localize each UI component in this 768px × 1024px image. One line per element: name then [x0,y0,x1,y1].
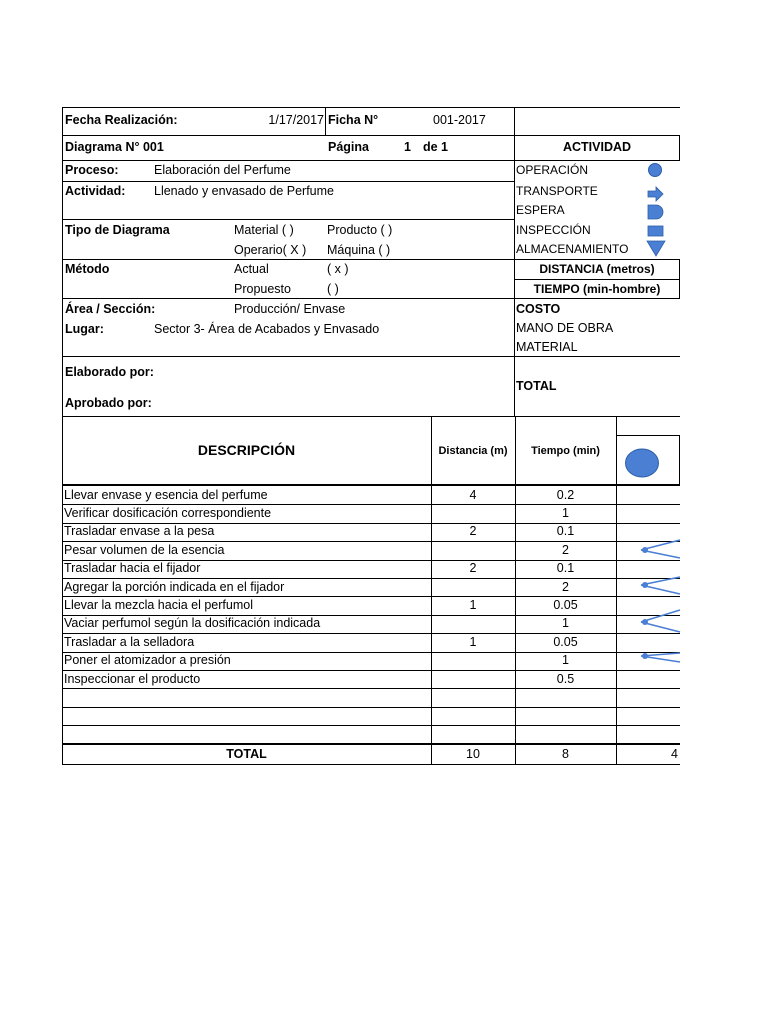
row-description: Trasladar hacia el fijador [64,561,201,576]
tipo-producto: Producto ( ) [327,223,393,237]
activity-symbols [644,161,672,259]
total-label: TOTAL [226,747,267,761]
row-tiempo: 0.5 [556,671,575,686]
espera-label: ESPERA [516,203,565,217]
lugar-label: Lugar: [65,322,104,336]
summary-total-label: TOTAL [516,379,557,393]
row-divider [62,596,680,597]
pagina-value: 1 [404,140,411,154]
tipo-maquina: Máquina ( ) [327,243,391,257]
operation-circle-icon [649,164,662,177]
row-description: Vaciar perfumol según la dosificación indicada [64,616,321,631]
transporte-label: TRANSPORTE [516,184,598,198]
row-distancia: 2 [469,561,477,576]
inspection-square-icon [648,226,663,236]
grid-line [62,259,680,260]
proceso-value: Elaboración del Perfume [154,163,291,177]
actividad-label: Actividad: [65,184,126,198]
border-left [62,107,63,764]
metodo-propuesto: Propuesto [234,282,291,296]
row-description: Llevar la mezcla hacia el perfumol [64,597,253,612]
fecha-label: Fecha Realización: [65,113,178,127]
row-divider [62,707,680,708]
connector-dot [642,619,648,625]
row-distancia: 2 [469,524,477,539]
operacion-label: OPERACIÓN [516,163,589,177]
total-operaciones: 4 [671,747,678,761]
row-divider [62,633,680,634]
grid-line [62,219,514,220]
row-divider [62,725,680,726]
row-description: Trasladar a la selladora [64,634,195,649]
grid-line [62,356,680,357]
metodo-actual: Actual [234,262,269,276]
row-tiempo: 0.1 [556,561,575,576]
row-description: Poner el atomizador a presión [64,653,231,668]
row-distancia: 1 [469,634,477,649]
aprobado-label: Aprobado por: [65,396,152,410]
row-distancia: 4 [469,487,477,502]
total-tiempo: 8 [562,747,569,761]
inspeccion-label: INSPECCIÓN [516,223,591,237]
material-label: MATERIAL [516,340,578,354]
row-divider [62,652,680,653]
border-top [62,107,680,108]
storage-triangle-icon [647,241,665,256]
grid-line [616,435,680,436]
connector-dot [642,653,648,659]
row-divider [62,615,680,616]
grid-line [514,279,680,280]
ficha-value: 001-2017 [433,113,486,127]
metodo-label: Método [65,262,110,276]
actividad-title: ACTIVIDAD [562,140,632,154]
tipo-operario: Operario( X ) [234,243,307,257]
col-distancia: Distancia (m) [438,445,508,457]
diagrama-label: Diagrama N° 001 [65,140,164,154]
mano-obra-label: MANO DE OBRA [516,321,614,335]
row-tiempo: 0.2 [556,487,575,502]
row-divider [62,523,680,524]
total-distancia: 10 [466,747,480,761]
row-tiempo: 0.05 [553,634,578,649]
grid-line [62,181,514,182]
flow-connector-lines [616,486,682,666]
border-bottom [62,764,680,765]
row-description: Trasladar envase a la pesa [64,524,215,539]
row-tiempo: 0.05 [553,597,578,612]
tipo-diagrama-label: Tipo de Diagrama [65,223,170,237]
col-tiempo: Tiempo (min) [531,445,600,457]
pagina-total: de 1 [423,140,449,154]
row-tiempo: 1 [562,505,569,520]
metodo-propuesto-mark: ( ) [327,282,339,296]
grid-line [431,417,432,764]
area-value: Producción/ Envase [234,302,346,316]
distancia-metros: DISTANCIA (metros) [539,262,655,276]
col-descripcion: DESCRIPCIÓN [197,442,296,458]
almacenamiento-label: ALMACENAMIENTO [516,242,629,256]
row-tiempo: 1 [562,653,569,668]
grid-line [62,416,680,417]
grid-line [62,298,680,299]
row-description: Llevar envase y esencia del perfume [64,487,268,502]
row-divider [62,670,680,671]
pagina-label: Página [328,140,369,154]
lugar-value: Sector 3- Área de Acabados y Envasado [154,322,380,336]
row-description: Inspeccionar el producto [64,671,201,686]
row-distancia: 1 [469,597,477,612]
grid-line [62,135,680,136]
actividad-value: Llenado y envasado de Perfume [154,184,334,198]
grid-line [679,435,680,485]
row-description: Verificar dosificación correspondiente [64,505,272,520]
row-tiempo: 1 [562,616,569,631]
total-divider [62,743,680,745]
tipo-material: Material ( ) [234,223,294,237]
row-divider [62,541,680,542]
transport-arrow-icon [648,187,663,201]
row-tiempo: 2 [562,542,569,557]
row-tiempo: 0.1 [556,524,575,539]
row-divider [62,578,680,579]
grid-line [62,160,680,161]
row-divider [62,504,680,505]
area-label: Área / Sección: [65,302,156,316]
connector-dot [642,582,648,588]
grid-line [325,107,326,135]
row-description: Agregar la porción indicada en el fijador [64,579,285,594]
tiempo-min-hombre: TIEMPO (min-hombre) [533,282,661,296]
costo-label: COSTO [516,302,561,316]
row-tiempo: 2 [562,579,569,594]
fecha-value: 1/17/2017 [268,113,324,127]
row-divider [62,688,680,689]
proceso-label: Proceso: [65,163,119,177]
delay-d-icon [648,205,663,219]
row-description: Pesar volumen de la esencia [64,542,225,557]
row-divider [62,560,680,561]
metodo-actual-mark: ( x ) [327,262,349,276]
operation-column-icon [622,446,662,480]
ficha-label: Ficha N° [328,113,379,127]
connector-dot [642,547,648,553]
elaborado-label: Elaborado por: [65,365,154,379]
